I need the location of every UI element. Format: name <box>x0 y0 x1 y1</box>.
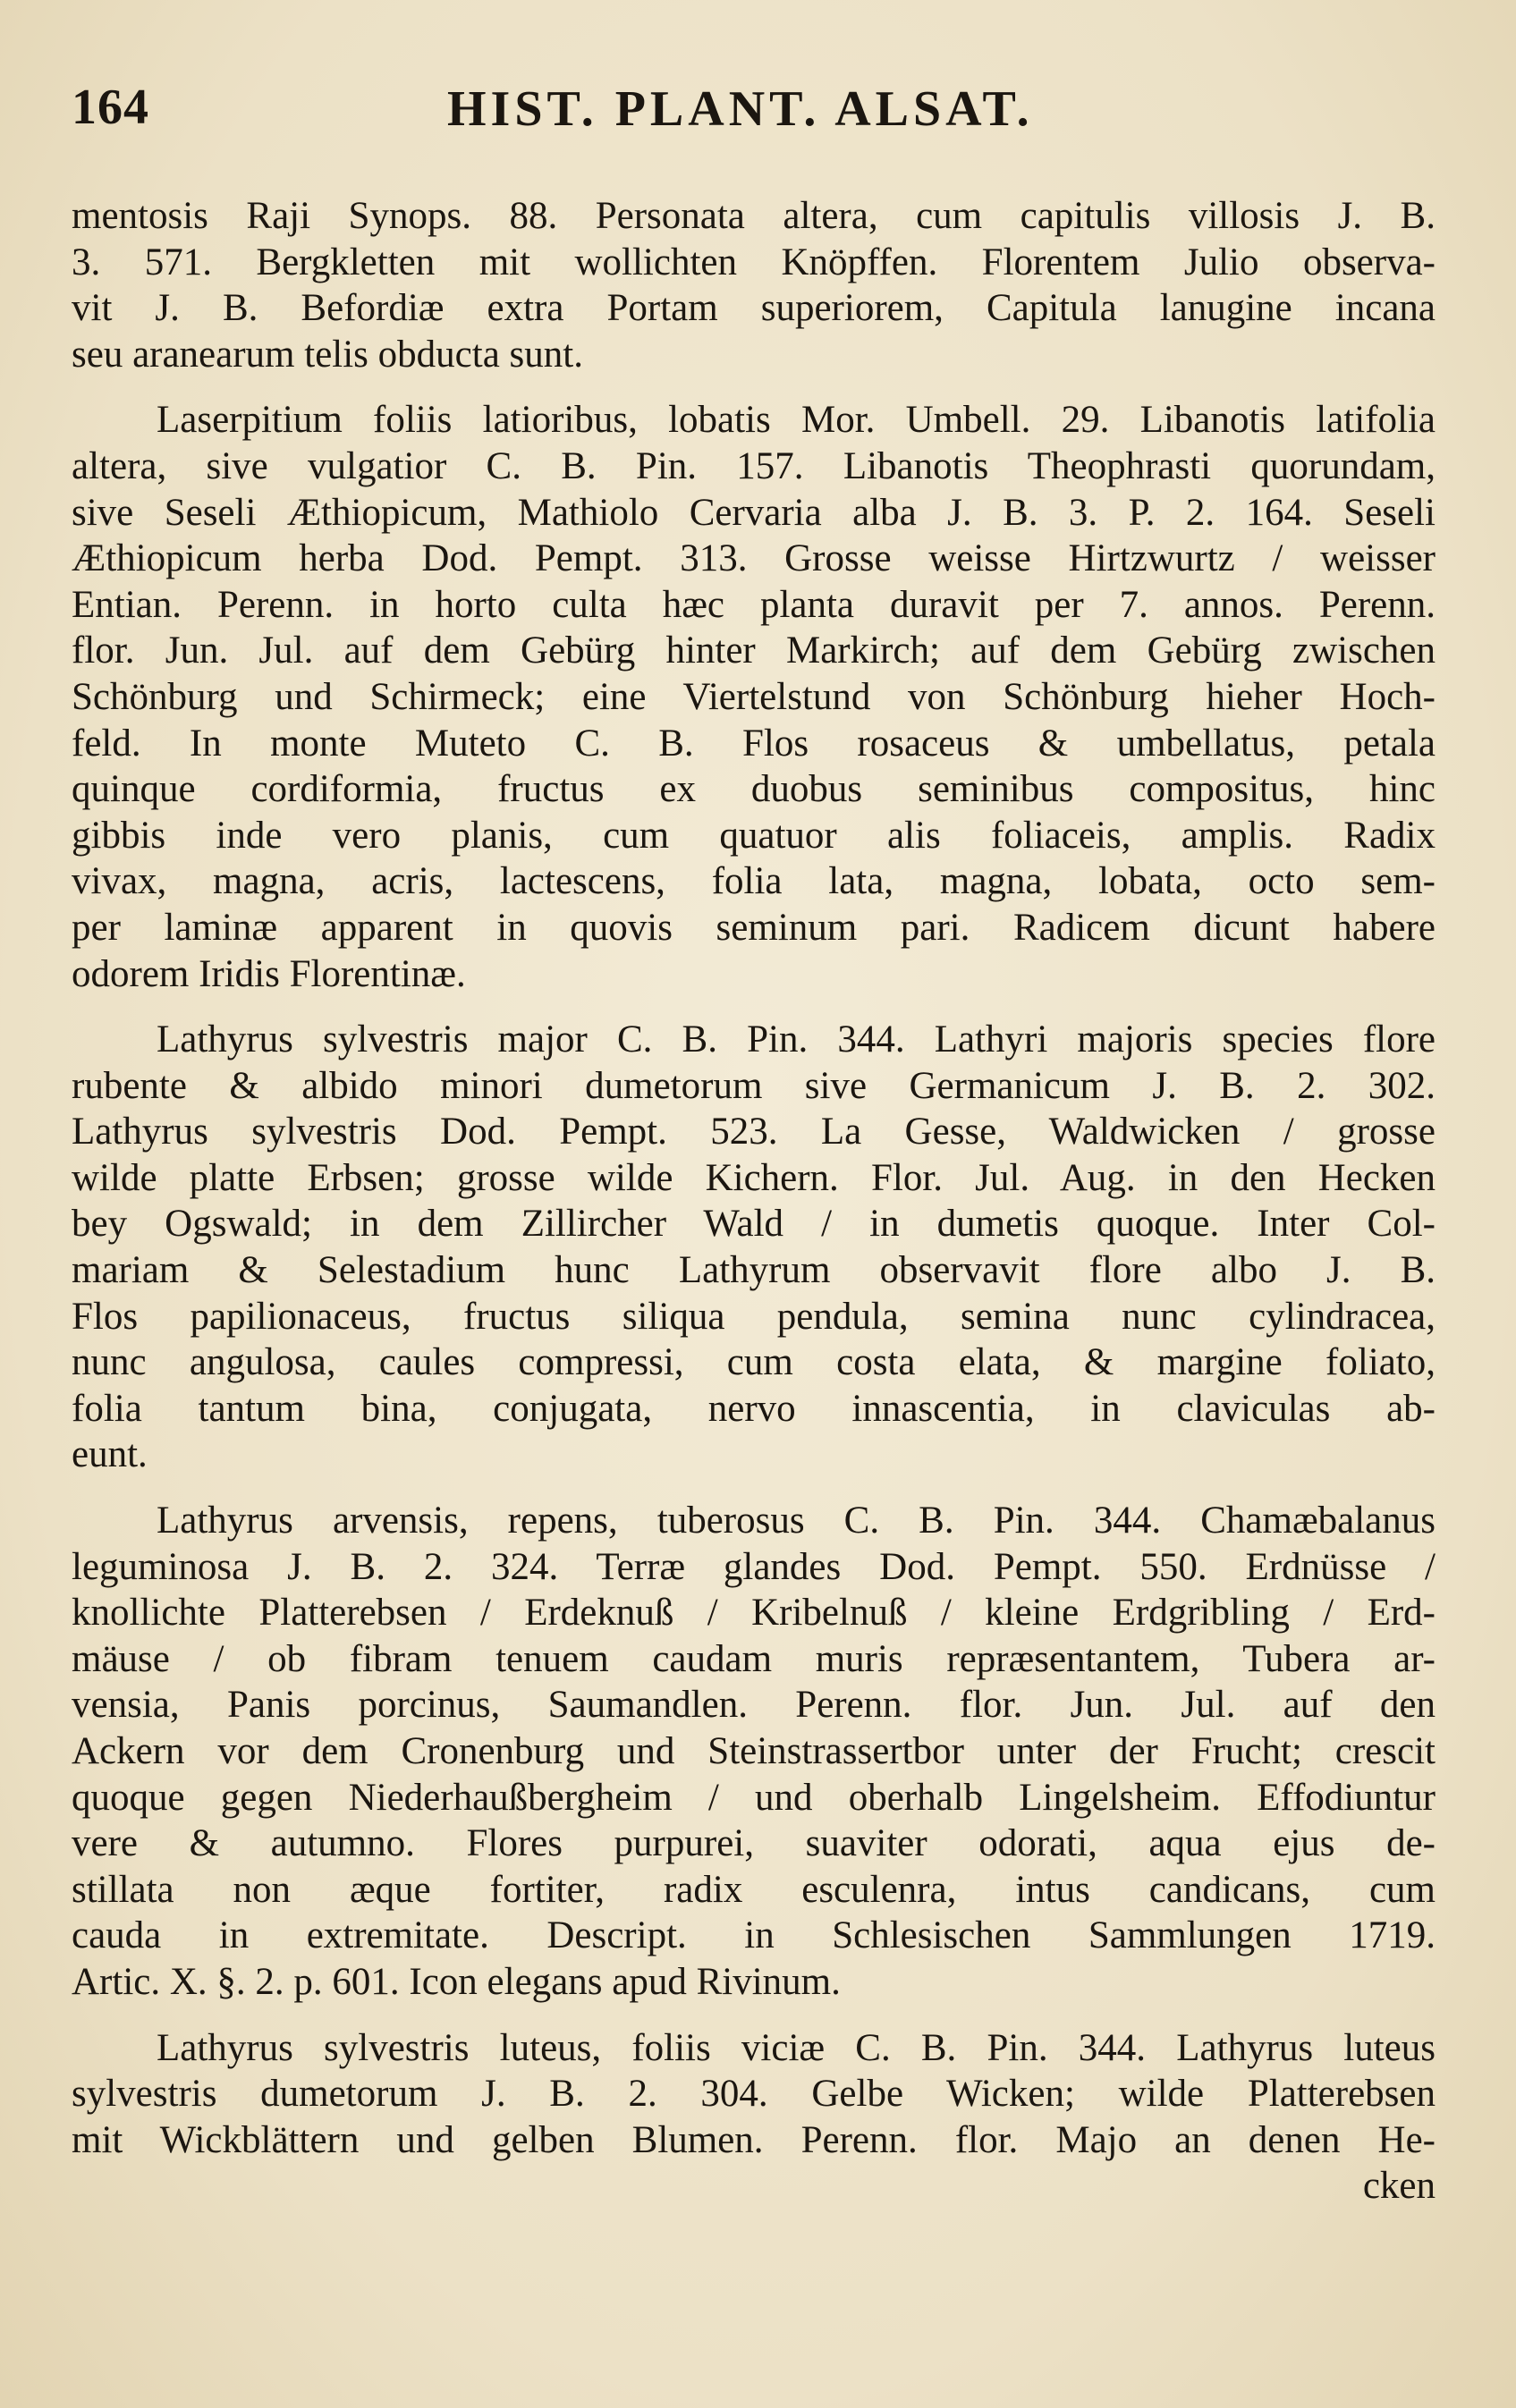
entry-lathyrus-arvensis <box>72 1498 1436 2006</box>
text-line: Lathyrus sylvestris luteus, foliis viciæ C. B. Pin. 344. Lathyrus luteus <box>157 2026 1436 2069</box>
text-line: Flos papilionaceus, fructus siliqua pendula, semina nunc cylindracea, <box>72 1295 1436 1338</box>
text-line: gibbis inde vero planis, cum quatuor alis foliaceis, amplis. Radix <box>72 814 1436 857</box>
text-line: stillata non æque fortiter, radix esculenra, intus candicans, cum <box>72 1868 1436 1911</box>
text-line: sive Seseli Æthiopicum, Mathiolo Cervaria alba J. B. 3. P. 2. 164. Seseli <box>72 491 1436 534</box>
text-line: sylvestris dumetorum J. B. 2. 304. Gelbe Wicken; wilde Platterebsen <box>72 2073 1436 2116</box>
text-line: vensia, Panis porcinus, Saumandlen. Perenn. flor. Jun. Jul. auf den <box>72 1684 1436 1727</box>
page-header <box>72 79 1449 159</box>
text-line: Lathyrus arvensis, repens, tuberosus C. B. Pin. 344. Chamæbalanus <box>157 1500 1436 1542</box>
text-line: folia tantum bina, conjugata, nervo innascentia, in claviculas ab- <box>72 1387 1436 1430</box>
text-line: mentosis Raji Synops. 88. Personata altera, cum capitulis villosis J. B. <box>72 195 1436 237</box>
text-line: Lathyrus sylvestris Dod. Pempt. 523. La Gesse, Waldwicken / grosse <box>72 1111 1436 1153</box>
text-line: odorem Iridis Florentinæ. <box>72 952 466 995</box>
text-line: Artic. X. §. 2. p. 601. Icon elegans apud Rivinum. <box>72 1960 841 2003</box>
page-body <box>72 193 1436 2229</box>
text-line: nunc angulosa, caules compressi, cum costa elata, & margine foliato, <box>72 1341 1436 1384</box>
text-line: flor. Jun. Jul. auf dem Gebürg hinter Markirch; auf dem Gebürg zwischen <box>72 629 1436 672</box>
entry-lathyrus-sylvestris-major <box>72 1017 1436 1478</box>
text-line: wilde platte Erbsen; grosse wilde Kichern. Flor. Jul. Aug. in den Hecken <box>72 1156 1436 1199</box>
text-line: vit J. B. Befordiæ extra Portam superiorem, Capitula lanugine incana <box>72 287 1436 330</box>
text-line: Ackern vor dem Cronenburg und Steinstrassertbor unter der Frucht; crescit <box>72 1730 1436 1772</box>
text-line: eunt. <box>72 1433 148 1476</box>
text-line: rubente & albido minori dumetorum sive Germanicum J. B. 2. 302. <box>72 1064 1436 1107</box>
text-line: mit Wickblättern und gelben Blumen. Perenn. flor. Majo an denen He- <box>72 2118 1436 2161</box>
text-line: bey Ogswald; in dem Zillircher Wald / in dumetis quoque. Inter Col- <box>72 1203 1436 1246</box>
text-line: mariam & Selestadium hunc Lathyrum observavit flore albo J. B. <box>72 1249 1436 1292</box>
entry-1 <box>72 193 1436 377</box>
page-number: 164 <box>72 80 149 135</box>
text-line: feld. In monte Muteto C. B. Flos rosaceus & umbellatus, petala <box>72 722 1436 765</box>
text-line: quinque cordiformia, fructus ex duobus seminibus compositus, hinc <box>72 768 1436 811</box>
text-line: Entian. Perenn. in horto culta hæc planta duravit per 7. annos. Perenn. <box>72 583 1436 626</box>
text-line: per laminæ apparent in quovis seminum pari. Radicem dicunt habere <box>72 906 1436 949</box>
text-line: Schönburg und Schirmeck; eine Viertelstund von Schönburg hieher Hoch- <box>72 675 1436 718</box>
text-line: Æthiopicum herba Dod. Pempt. 313. Grosse weisse Hirtzwurtz / weisser <box>72 537 1436 580</box>
text-line: 3. 571. Bergkletten mit wollichten Knöpffen. Florentem Julio observa- <box>72 241 1436 283</box>
text-line: cauda in extremitate. Descript. in Schlesischen Sammlungen 1719. <box>72 1914 1436 1957</box>
text-line: vivax, magna, acris, lactescens, folia lata, magna, lobata, octo sem- <box>72 860 1436 903</box>
running-title: HIST. PLANT. ALSAT. <box>447 81 1034 137</box>
text-line: knollichte Platterebsen / Erdeknuß / Kribelnuß / kleine Erdgribling / Erd- <box>72 1592 1436 1635</box>
text-line: altera, sive vulgatior C. B. Pin. 157. Libanotis Theophrasti quorundam, <box>72 444 1436 487</box>
entry-laserpitium <box>72 397 1436 997</box>
text-line: leguminosa J. B. 2. 324. Terræ glandes Dod. Pempt. 550. Erdnüsse / <box>72 1545 1436 1588</box>
text-line: Lathyrus sylvestris major C. B. Pin. 344. Lathyri majoris species flore <box>157 1018 1436 1061</box>
text-line: Laserpitium foliis latioribus, lobatis Mor. Umbell. 29. Libanotis latifolia <box>157 399 1436 442</box>
text-line: mäuse / ob fibram tenuem caudam muris repræsentantem, Tubera ar- <box>72 1637 1436 1680</box>
text-line: seu aranearum telis obducta sunt. <box>72 333 583 376</box>
entry-lathyrus-luteus <box>72 2025 1436 2209</box>
catchword: cken <box>1362 2165 1436 2208</box>
text-line: vere & autumno. Flores purpurei, suaviter odorati, aqua ejus de- <box>72 1822 1436 1865</box>
text-line: quoque gegen Niederhaußbergheim / und oberhalb Lingelsheim. Effodiuntur <box>72 1776 1436 1819</box>
